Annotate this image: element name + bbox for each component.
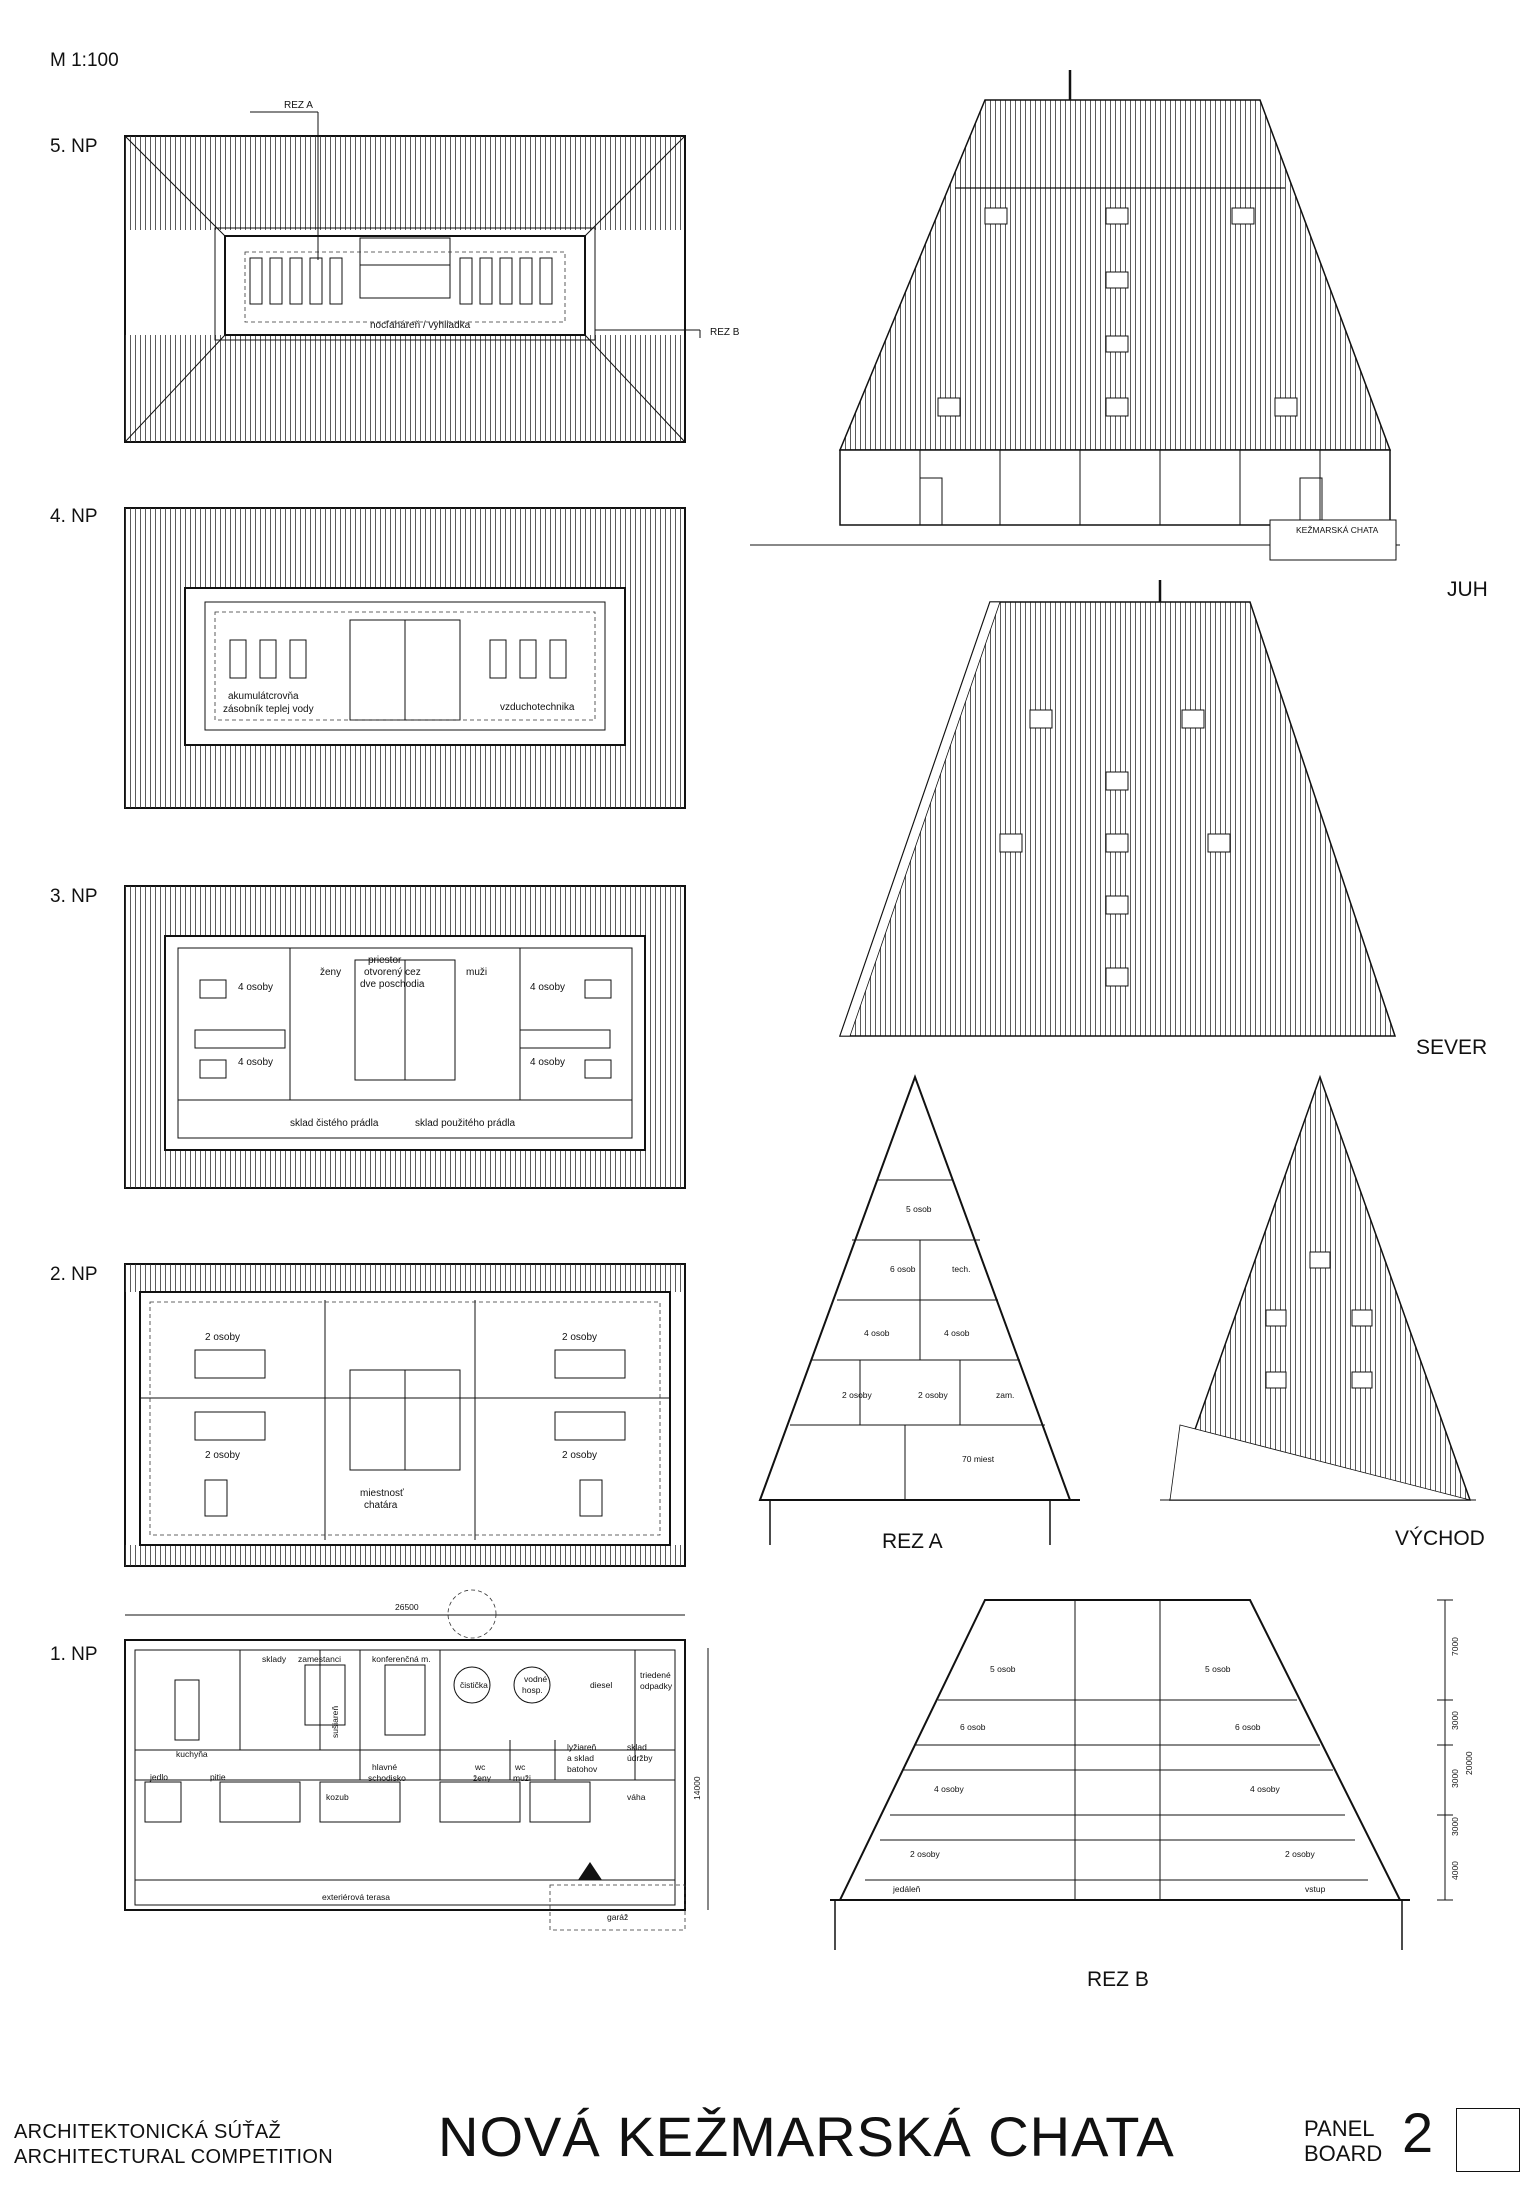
room-label: kozub bbox=[326, 1792, 349, 1802]
board-title: NOVÁ KEŽMARSKÁ CHATA bbox=[438, 2105, 1175, 2168]
room-label: 5 osob bbox=[1205, 1664, 1231, 1674]
room-label: jedlo bbox=[150, 1772, 168, 1782]
room-label: pitie bbox=[210, 1772, 226, 1782]
room-label: wc bbox=[515, 1762, 526, 1772]
room-label: váha bbox=[627, 1792, 646, 1802]
dimension-label: 3000 bbox=[1450, 1769, 1460, 1788]
dimension-label: 7000 bbox=[1450, 1637, 1460, 1656]
panel-label bbox=[1304, 2116, 1382, 2166]
floor-plan-1np bbox=[50, 1590, 708, 1930]
competition-label bbox=[14, 2120, 333, 2170]
room-label: 70 miest bbox=[962, 1454, 995, 1464]
elevation-label-sever: SEVER bbox=[1416, 1036, 1488, 1059]
room-label: diesel bbox=[590, 1680, 613, 1690]
floor-plan-3np bbox=[50, 886, 685, 1188]
room-label: 2 osoby bbox=[562, 1450, 598, 1461]
level-label-1np: 1. NP bbox=[50, 1644, 98, 1665]
competition-line-en: ARCHITECTURAL COMPETITION bbox=[14, 2146, 333, 2168]
dimension-depth: 14000 bbox=[692, 1776, 702, 1800]
dimension-label: 4000 bbox=[1450, 1861, 1460, 1880]
room-label: lyžiareň bbox=[567, 1742, 597, 1752]
room-label: 2 osoby bbox=[205, 1332, 241, 1343]
entrance-arrow-icon bbox=[578, 1862, 602, 1880]
room-label: 4 osoby bbox=[1250, 1784, 1280, 1794]
room-label: otvorený cez bbox=[364, 967, 421, 978]
panel-number: 2 bbox=[1402, 2101, 1434, 2164]
section-rez-a bbox=[760, 1077, 1080, 1553]
room-label: 2 osoby bbox=[918, 1390, 948, 1400]
room-label: sušiareň bbox=[330, 1705, 340, 1738]
room-label: 4 osoby bbox=[530, 1057, 566, 1068]
elevation-label-juh: JUH bbox=[1447, 578, 1488, 601]
room-label: hosp. bbox=[522, 1685, 543, 1695]
floor-plan-5np bbox=[50, 100, 740, 442]
elevation-south bbox=[750, 70, 1488, 601]
room-label: 6 osob bbox=[960, 1722, 986, 1732]
room-label: chatára bbox=[364, 1500, 398, 1511]
room-label: 4 osoby bbox=[530, 982, 566, 993]
board-line: BOARD bbox=[1304, 2141, 1383, 2166]
room-label: 5 osob bbox=[990, 1664, 1016, 1674]
room-label: odpadky bbox=[640, 1681, 673, 1691]
dimension-label: 3000 bbox=[1450, 1711, 1460, 1730]
room-label: údržby bbox=[627, 1753, 653, 1763]
room-label: tech. bbox=[952, 1264, 971, 1274]
room-label: priestor bbox=[368, 955, 402, 966]
room-label: muži bbox=[466, 967, 488, 978]
room-label: sklad použitého prádla bbox=[415, 1118, 516, 1129]
section-mark-rez-a: REZ A bbox=[284, 100, 313, 111]
room-label: konferenčná m. bbox=[372, 1654, 431, 1664]
room-label: 4 osoby bbox=[238, 982, 274, 993]
room-label: 6 osob bbox=[890, 1264, 916, 1274]
room-label: dve poschodia bbox=[360, 979, 425, 990]
room-label: kuchyňa bbox=[176, 1749, 208, 1759]
level-label-3np: 3. NP bbox=[50, 886, 98, 907]
dimension-label: 3000 bbox=[1450, 1817, 1460, 1836]
room-label: exteriérová terasa bbox=[322, 1892, 391, 1902]
dimension-width: 26500 bbox=[395, 1602, 419, 1612]
roof-hatch-5np bbox=[125, 136, 685, 442]
room-label: 4 osoby bbox=[238, 1057, 274, 1068]
room-label: vodné bbox=[524, 1674, 548, 1684]
room-label: 4 osob bbox=[864, 1328, 890, 1338]
section-label-rez-b: REZ B bbox=[1087, 1968, 1149, 1991]
room-label: hlavné bbox=[372, 1762, 398, 1772]
floor-plan-2np bbox=[50, 1264, 685, 1566]
room-label: ženy bbox=[473, 1773, 491, 1783]
section-label-rez-a: REZ A bbox=[882, 1530, 943, 1553]
room-label: jedáleň bbox=[893, 1884, 921, 1894]
room-label: vstup bbox=[1305, 1884, 1326, 1894]
floor-plan-4np bbox=[50, 506, 685, 808]
room-label: sklad bbox=[627, 1742, 647, 1752]
dimension-label: 20000 bbox=[1464, 1751, 1474, 1775]
room-label: vzduchotechnika bbox=[500, 702, 575, 713]
elevation-sign: KEŽMARSKÁ CHATA bbox=[1296, 525, 1379, 535]
room-label: 6 osob bbox=[1235, 1722, 1261, 1732]
room-label: sklady bbox=[262, 1654, 287, 1664]
room-label: nocľaháreň / vyhliadka bbox=[370, 320, 471, 331]
room-label: sklad čistého prádla bbox=[290, 1118, 379, 1129]
room-label: čistička bbox=[460, 1680, 488, 1690]
room-label: 2 osoby bbox=[1285, 1849, 1315, 1859]
level-label-5np: 5. NP bbox=[50, 136, 98, 157]
room-label: batohov bbox=[567, 1764, 598, 1774]
level-label-4np: 4. NP bbox=[50, 506, 98, 527]
section-rez-b bbox=[830, 1600, 1474, 1991]
room-label: 2 osoby bbox=[205, 1450, 241, 1461]
room-label: akumulátcrovňa bbox=[228, 691, 299, 702]
room-label: ženy bbox=[320, 967, 342, 978]
room-label: schodisko bbox=[368, 1773, 406, 1783]
elevation-east bbox=[1160, 1077, 1485, 1550]
elevation-north bbox=[840, 580, 1487, 1059]
panel-line: PANEL bbox=[1304, 2116, 1375, 2141]
room-label: 5 osob bbox=[906, 1204, 932, 1214]
room-label: 4 osoby bbox=[934, 1784, 964, 1794]
room-label: 2 osoby bbox=[910, 1849, 940, 1859]
room-label: 4 osob bbox=[944, 1328, 970, 1338]
room-label: wc bbox=[475, 1762, 486, 1772]
competition-line-sk: ARCHITEKTONICKÁ SÚŤAŽ bbox=[14, 2121, 282, 2143]
room-label: muži bbox=[513, 1773, 531, 1783]
panel-box bbox=[1456, 2108, 1520, 2172]
level-label-2np: 2. NP bbox=[50, 1264, 98, 1285]
elevation-label-vychod: VÝCHOD bbox=[1395, 1527, 1485, 1550]
room-label: triedené bbox=[640, 1670, 671, 1680]
room-label: zásobník teplej vody bbox=[223, 704, 314, 715]
room-label: zamestanci bbox=[298, 1654, 341, 1664]
room-label: garáž bbox=[607, 1912, 629, 1922]
room-label: zam. bbox=[996, 1390, 1015, 1400]
scale-label: M 1:100 bbox=[50, 50, 119, 71]
room-label: 2 osoby bbox=[562, 1332, 598, 1343]
room-label: miestnosť bbox=[360, 1488, 404, 1499]
room-label: a sklad bbox=[567, 1753, 594, 1763]
section-mark-rez-b: REZ B bbox=[710, 327, 740, 338]
room-label: 2 osoby bbox=[842, 1390, 872, 1400]
